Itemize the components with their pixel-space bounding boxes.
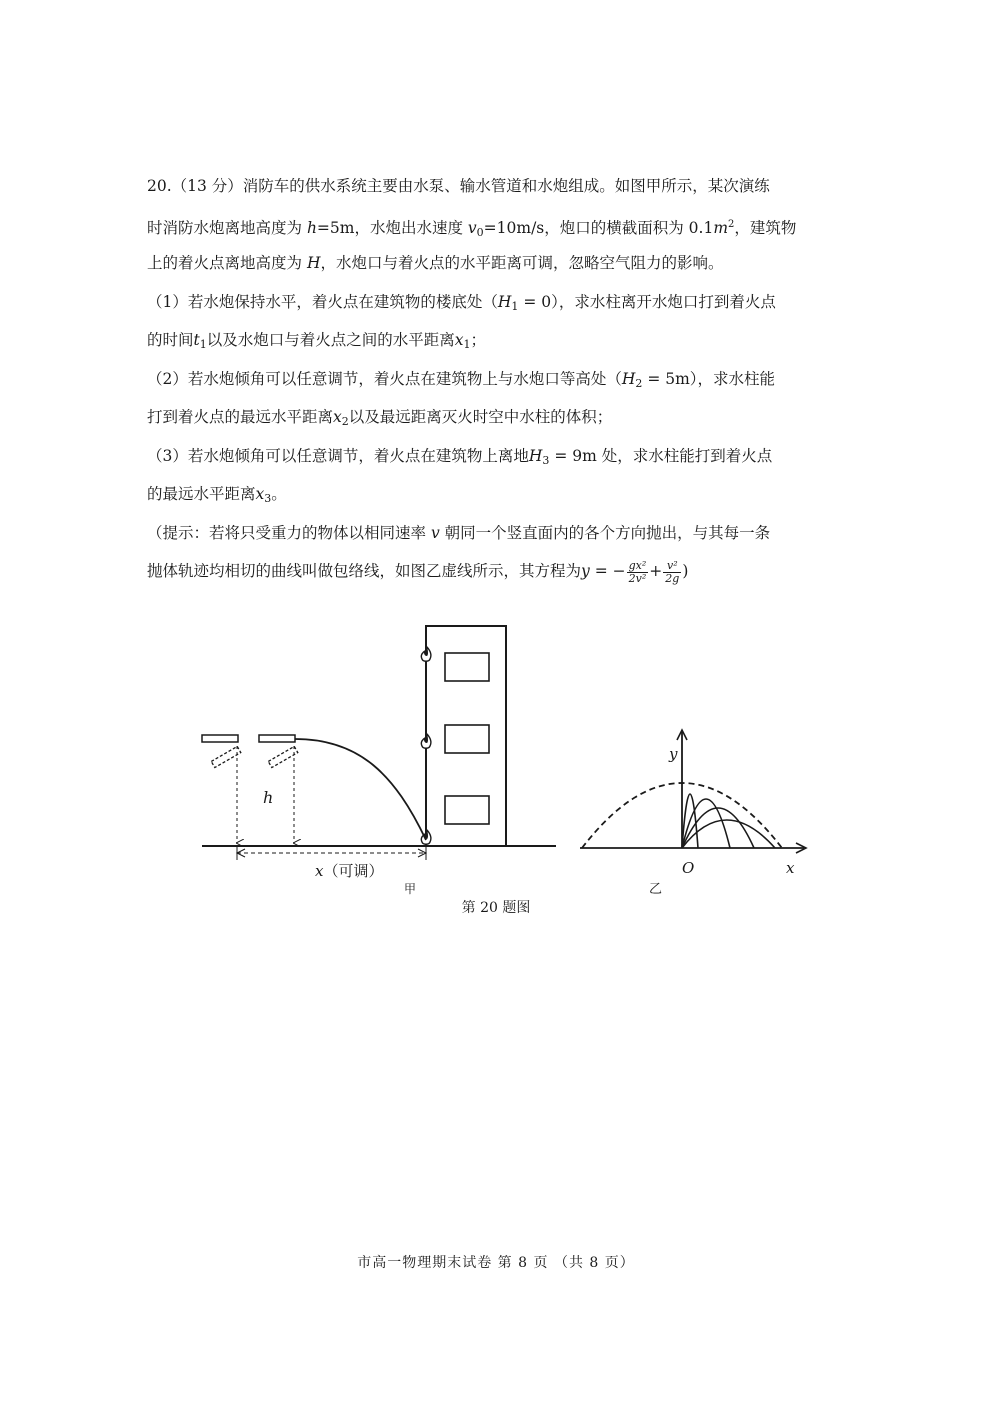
question-part-1-cont: 的时间$t_1$以及水炮口与着火点之间的水平距离$x_1$； <box>147 331 487 351</box>
label-h: h <box>263 788 274 807</box>
water-jet-trajectory <box>295 739 426 840</box>
question-line-3: 上的着火点离地高度为 H，水炮口与着火点的水平距离可调，忽略空气阻力的影响。 <box>147 254 724 272</box>
envelope-fraction-1: $\frac{\text{gx²}}{\text{2v²}}$ <box>628 558 647 585</box>
question-part-3-cont: 的最远水平距离$x_3$。 <box>147 485 287 505</box>
page-footer: 市高一物理期末试卷 第 8 页 （共 8 页） <box>357 1255 635 1271</box>
question-part-1: （1）若水炮保持水平，着火点在建筑物的楼底处$(H_1 = 0)$，求水柱离开水炮口打到着火点 <box>147 292 776 313</box>
building-window-bottom <box>445 796 489 824</box>
question-part-2: （2）若水炮倾角可以任意调节，着火点在建筑物上与水炮口等高处$(H_2 = 5m)$，求水柱能 <box>147 369 776 390</box>
hint-line-2: 抛体轨迹均相切的曲线叫做包络线，如图乙虚线所示，其方程为y = − $\frac{\text{gx²}}{\text{2v²}}$ + $\frac{\text{v²}}{2g}$ ) <box>147 558 689 585</box>
question-line-2: 时消防水炮离地高度为 h=5m，水炮出水速度 $v_0=10m/s$，炮口的横截面积为 $0.1m^2$，建筑物 <box>147 218 797 239</box>
label-y-axis: y <box>669 745 678 763</box>
water-cannon-left <box>202 735 241 768</box>
label-origin: O <box>682 859 695 877</box>
water-cannon-right <box>259 735 298 768</box>
question-part-3: （3）若水炮倾角可以任意调节，着火点在建筑物上离地$H_3 = 9m$ 处，求水柱能打到着火点 <box>147 446 773 467</box>
label-x-adjustable: x（可调） <box>315 862 384 880</box>
label-jia: 甲 <box>404 882 417 896</box>
trajectory-2 <box>682 799 730 848</box>
label-x-axis: x <box>786 859 795 877</box>
hint-line-1: （提示：若将只受重力的物体以相同速率 v 朝同一个竖直面内的各个方向抛出，与其每一条 <box>147 523 771 542</box>
figure-jia <box>202 626 556 860</box>
building <box>426 626 506 846</box>
figure-20 <box>0 600 992 930</box>
label-yi: 乙 <box>649 882 663 897</box>
figure-diagram <box>0 600 992 930</box>
figure-yi <box>580 730 806 853</box>
building-window-middle <box>445 725 489 753</box>
figure-caption: 第 20 题图 <box>461 900 531 916</box>
question-20-text <box>147 171 857 595</box>
question-line-1: 20.（13 分）消防车的供水系统主要由水泵、输水管道和水炮组成。如图甲所示，某次演练 <box>147 177 770 195</box>
question-part-2-cont: 打到着火点的最远水平距离$x_2$以及最远距离灭火时空中水柱的体积； <box>147 408 613 428</box>
building-window-top <box>445 653 489 681</box>
envelope-fraction-2: $\frac{\text{v²}}{2g}$ <box>665 558 680 585</box>
